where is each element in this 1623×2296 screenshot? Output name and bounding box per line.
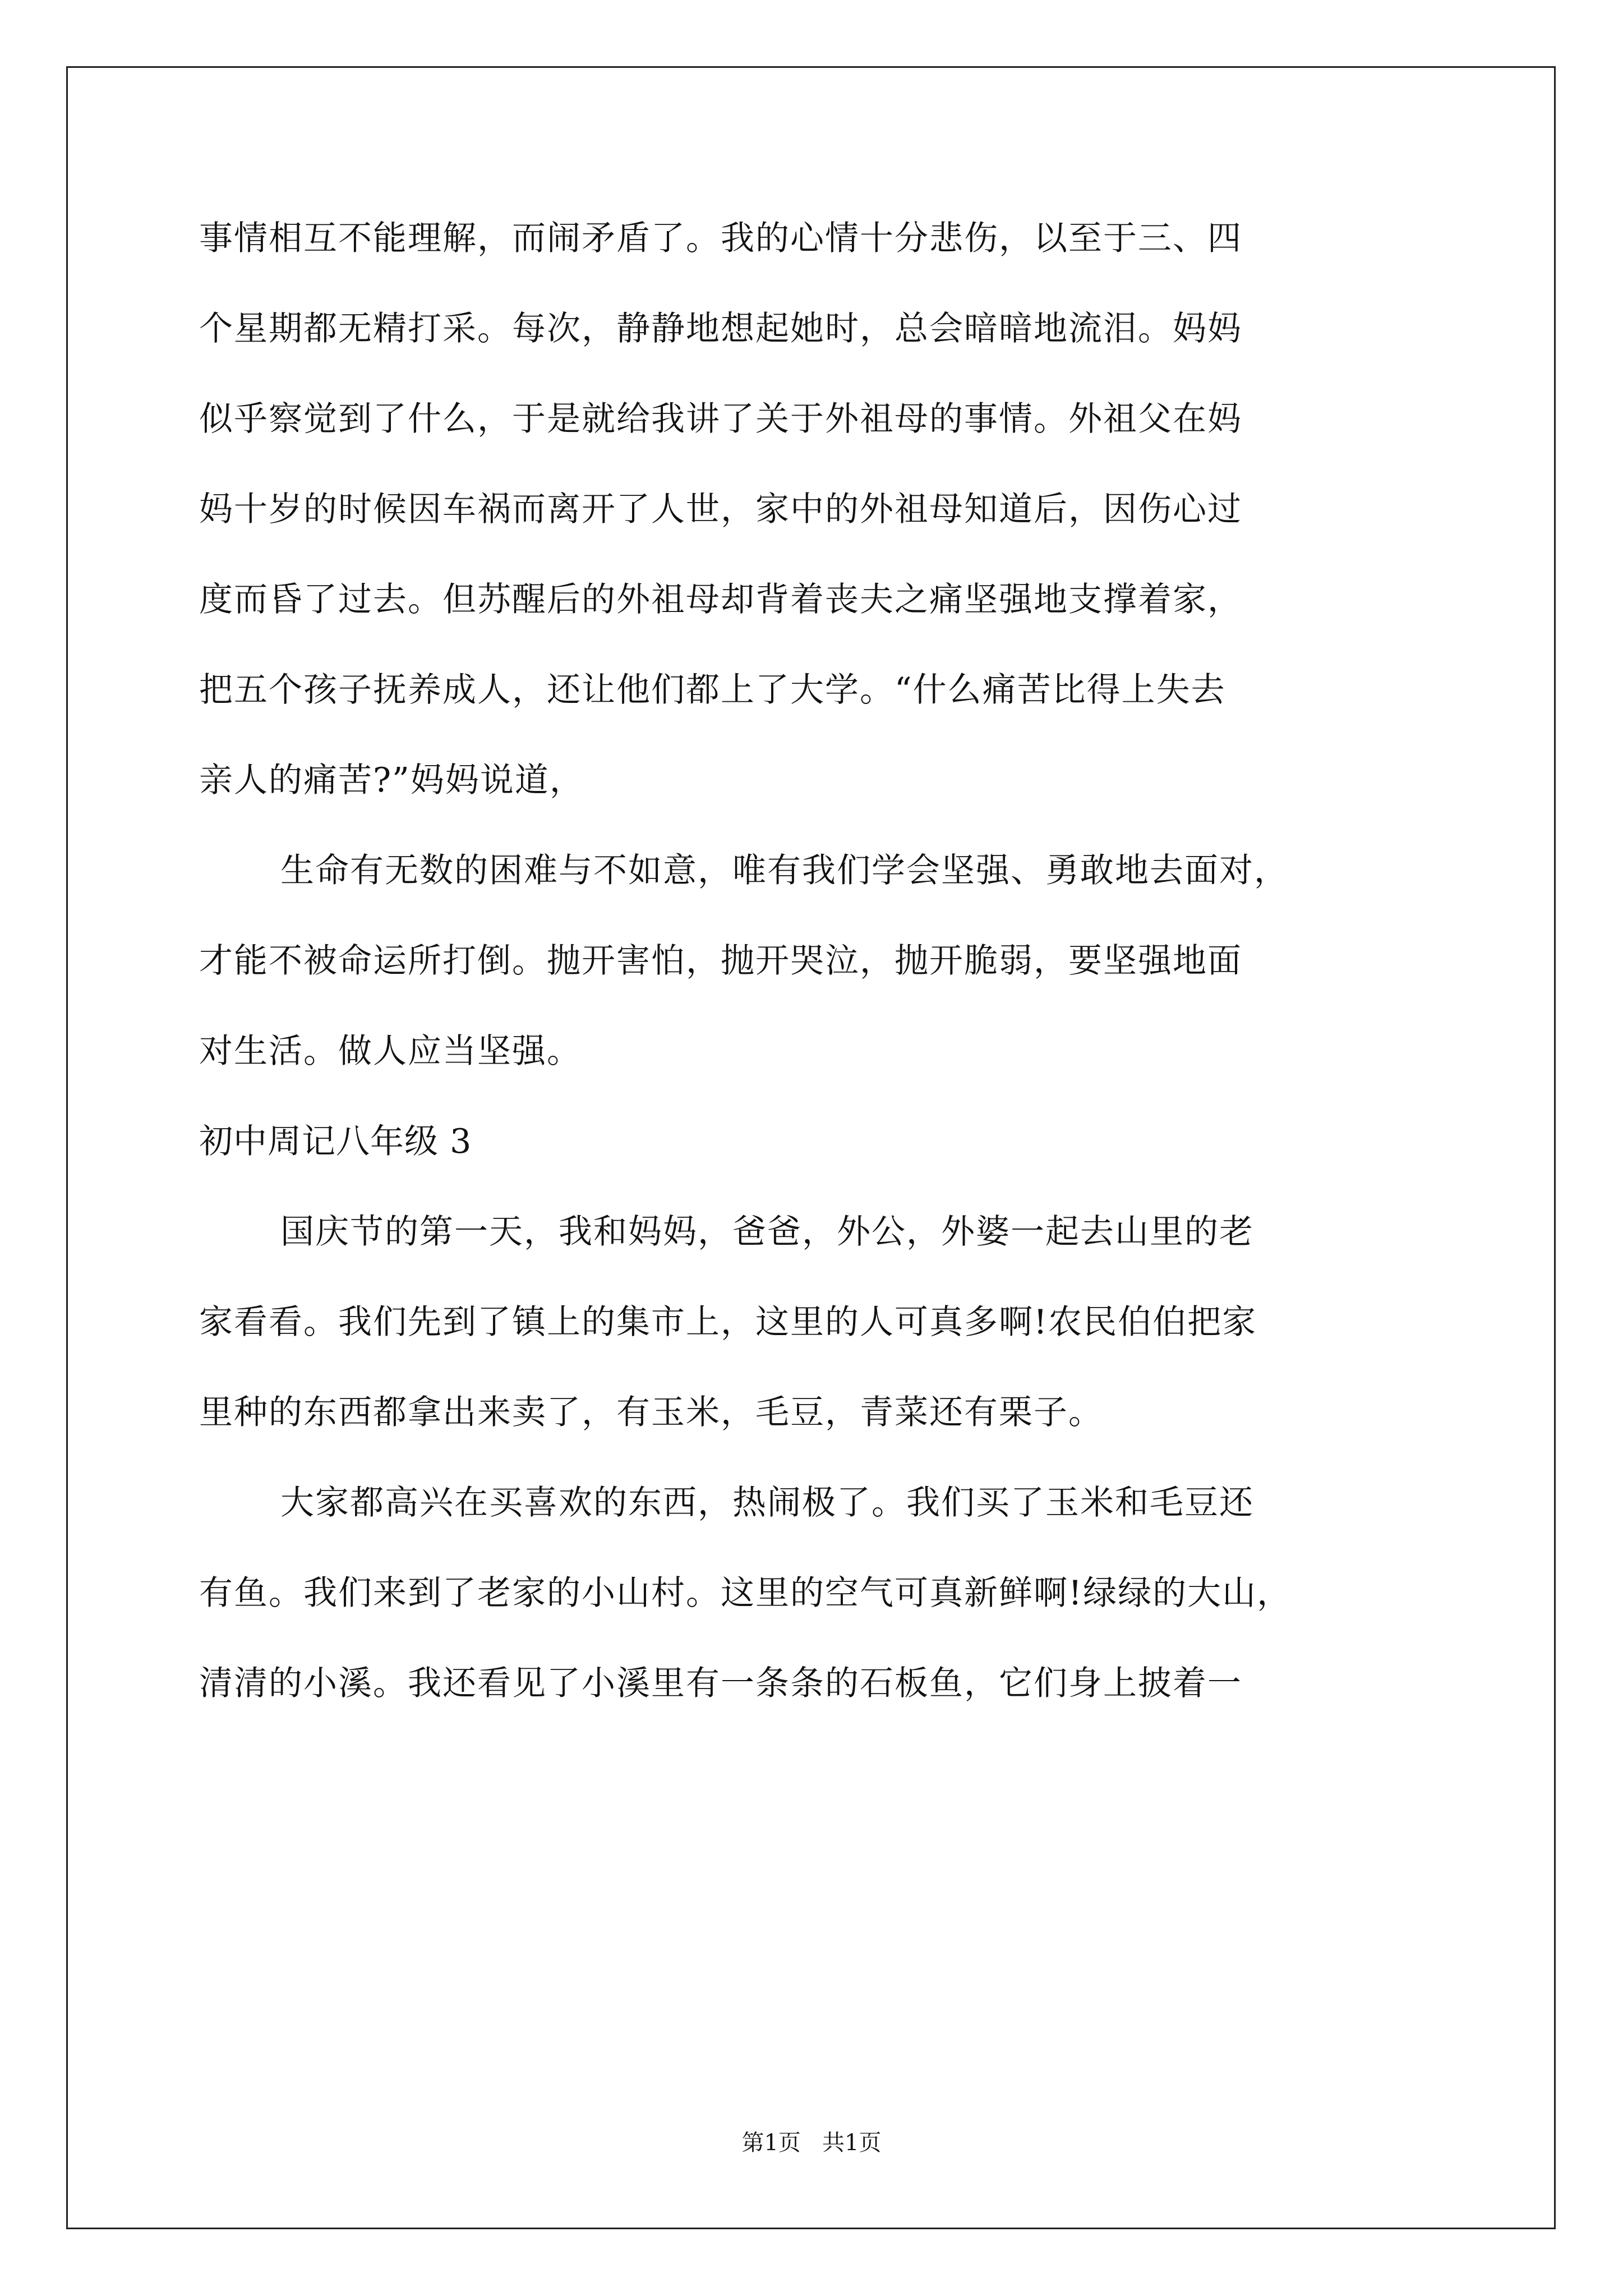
- text-line: 似乎察觉到了什么，于是就给我讲了关于外祖母的事情。外祖父在妈: [199, 399, 1242, 439]
- text-line: 里种的东西都拿出来卖了，有玉米，毛豆，青菜还有栗子。: [199, 1393, 1103, 1432]
- paragraph-start-line: 大家都高兴在买喜欢的东西，热闹极了。我们买了玉米和毛豆还: [280, 1483, 1254, 1522]
- text-line: 才能不被命运所打倒。抛开害怕，抛开哭泣，抛开脆弱，要坚强地面: [199, 941, 1242, 981]
- text-line: 亲人的痛苦?”妈妈说道，: [199, 761, 584, 800]
- text-line: 个星期都无精打采。每次，静静地想起她时，总会暗暗地流泪。妈妈: [199, 309, 1242, 348]
- page-number-footer: 第1页 共1页: [741, 2130, 882, 2156]
- text-line: 度而昏了过去。但苏醒后的外祖母却背着丧夫之痛坚强地支撑着家，: [199, 580, 1242, 619]
- text-line: 对生活。做人应当坚强。: [199, 1032, 582, 1071]
- text-line: 有鱼。我们来到了老家的小山村。这里的空气可真新鲜啊!绿绿的大山，: [199, 1573, 1292, 1613]
- text-line: 妈十岁的时候因车祸而离开了人世，家中的外祖母知道后，因伤心过: [199, 490, 1242, 529]
- text-line: 家看看。我们先到了镇上的集市上，这里的人可真多啊!农民伯伯把家: [199, 1303, 1257, 1342]
- paragraph-start-line: 国庆节的第一天，我和妈妈，爸爸，外公，外婆一起去山里的老: [280, 1212, 1254, 1251]
- paragraph-start-line: 生命有无数的困难与不如意，唯有我们学会坚强、勇敢地去面对，: [280, 851, 1289, 890]
- section-heading: 初中周记八年级 3: [199, 1122, 472, 1161]
- text-line: 清清的小溪。我还看见了小溪里有一条条的石板鱼，它们身上披着一: [199, 1664, 1242, 1703]
- document-body: [199, 213, 1427, 1749]
- text-line: 把五个孩子抚养成人，还让他们都上了大学。“什么痛苦比得上失去: [199, 670, 1226, 710]
- text-line: 事情相互不能理解，而闹矛盾了。我的心情十分悲伤，以至于三、四: [199, 219, 1242, 258]
